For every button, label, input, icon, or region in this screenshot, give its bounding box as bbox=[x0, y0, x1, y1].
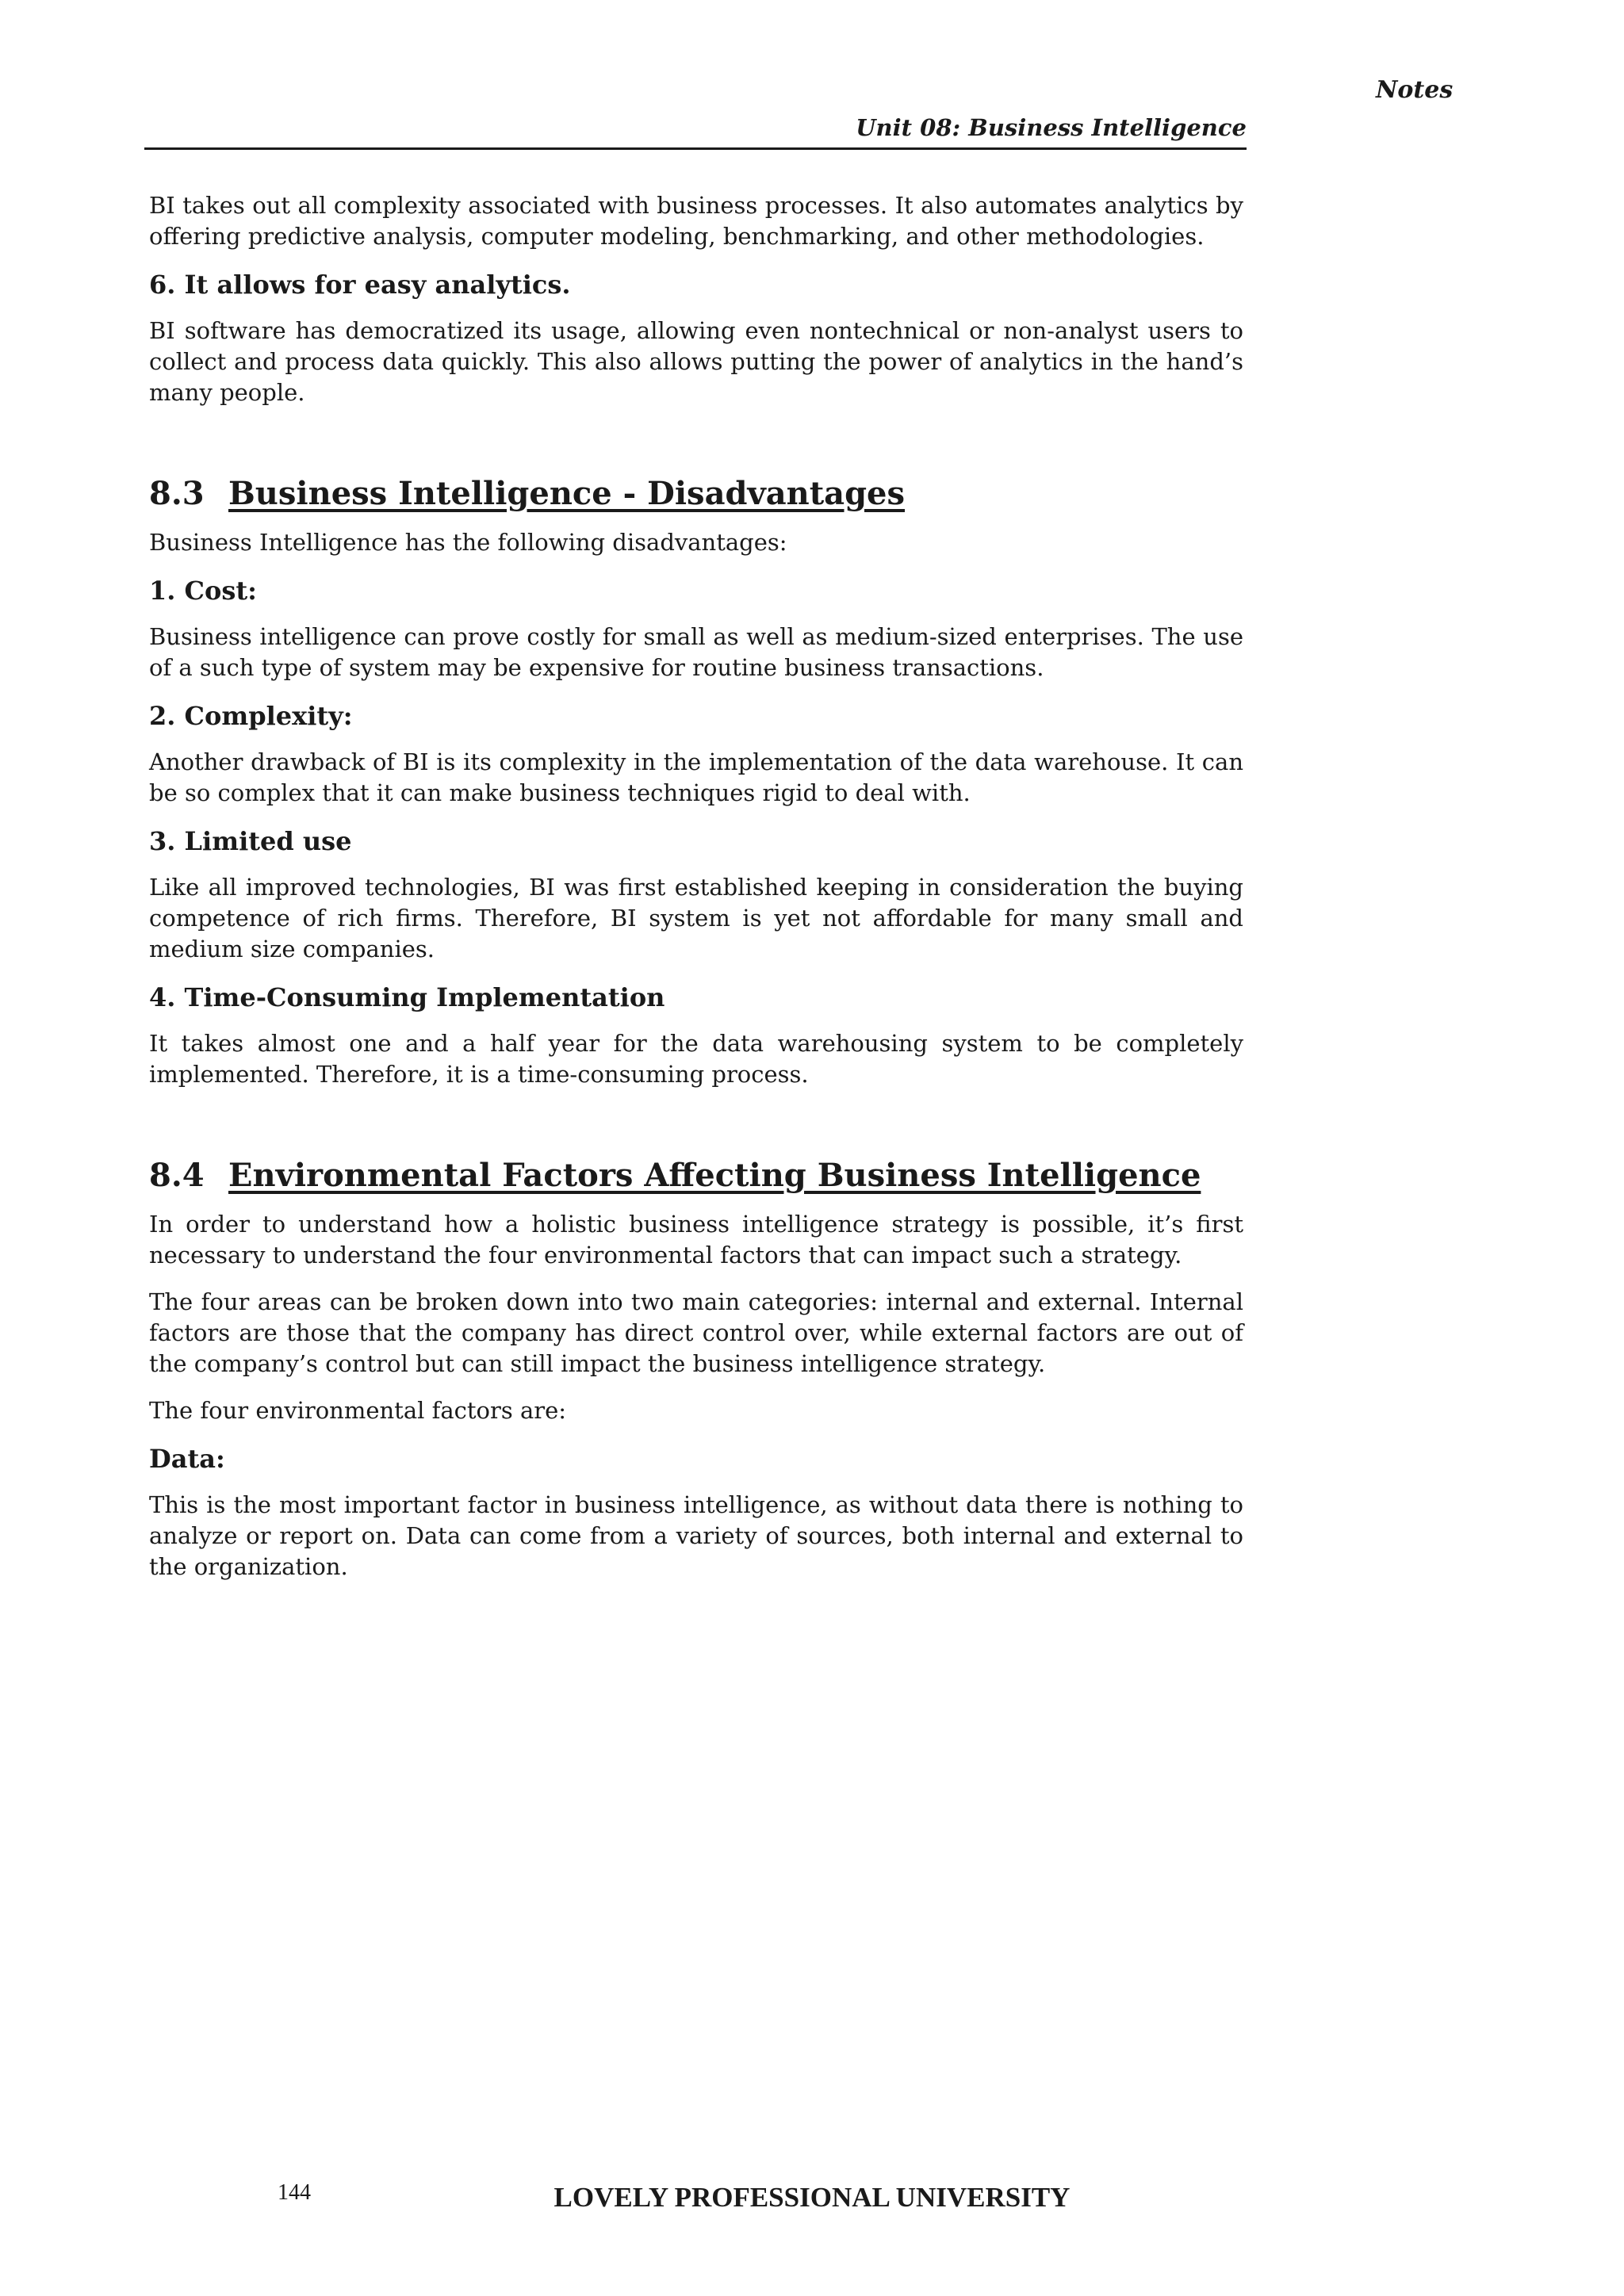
cost-text: Business intelligence can prove costly for small as well as medium-sized enterprises. The use of a such type of system may be expensive for routine business transactions. bbox=[149, 623, 1243, 681]
page-number: 144 bbox=[278, 2180, 311, 2205]
complexity-text: Another drawback of BI is its complexity in the implementation of the data warehouse. It can be so complex that it can make business techniques rigid to deal with. bbox=[149, 748, 1243, 806]
data-text: This is the most important factor in business intelligence, as without data there is nothing to analyze or report on. Data can come from a variety of sources, both internal and external to the organization. bbox=[149, 1491, 1243, 1580]
advantage-6-heading: 6. It allows for easy analytics. bbox=[149, 270, 571, 300]
page-footer bbox=[0, 2180, 1624, 2220]
margin-note: Notes bbox=[1376, 76, 1454, 104]
limited-use-heading: 3. Limited use bbox=[149, 826, 352, 856]
advantage-6-text: BI software has democratized its usage, allowing even nontechnical or non-analyst users to collect and process data quickly. This also allows putting the power of analytics in the hand’s many people. bbox=[149, 317, 1243, 406]
page-body bbox=[149, 190, 1243, 1598]
section-title: Business Intelligence - Disadvantages bbox=[228, 475, 906, 512]
section-8-4-paragraph-1: In order to understand how a holistic business intelligence strategy is possible, it’s first necessary to understand the four environmental factors that can impact such a strategy. bbox=[149, 1211, 1243, 1269]
time-consuming-text: It takes almost one and a half year for the data warehousing system to be completely implemented. Therefore, it is a time-consuming process. bbox=[149, 1030, 1243, 1088]
section-8-4-paragraph-2: The four areas can be broken down into two main categories: internal and external. Internal factors are those that the company has direct control over, while external factors are out of the company’s control but can still impact the business intelligence strategy. bbox=[149, 1288, 1243, 1377]
section-8-4-heading bbox=[149, 1155, 1243, 1196]
section-8-3-heading bbox=[149, 473, 1243, 515]
limited-use-text: Like all improved technologies, BI was first established keeping in consideration the buying competence of rich firms. Therefore, BI system is yet not affordable for many small and medium size companies. bbox=[149, 874, 1243, 962]
running-head: Unit 08: Business Intelligence bbox=[144, 114, 1247, 150]
intro-paragraph: BI takes out all complexity associated with business processes. It also automates analytics by offering predictive analysis, computer modeling, benchmarking, and other methodologies. bbox=[149, 192, 1243, 250]
cost-heading: 1. Cost: bbox=[149, 576, 257, 606]
data-heading: Data: bbox=[149, 1444, 225, 1474]
complexity-heading: 2. Complexity: bbox=[149, 701, 353, 731]
section-8-3-intro: Business Intelligence has the following disadvantages: bbox=[149, 529, 787, 556]
time-consuming-heading: 4. Time-Consuming Implementation bbox=[149, 982, 665, 1012]
section-8-4-paragraph-3: The four environmental factors are: bbox=[149, 1397, 567, 1424]
university-name: LOVELY PROFESSIONAL UNIVERSITY bbox=[553, 2182, 1071, 2213]
section-number: 8.4 bbox=[149, 1157, 205, 1194]
section-title: Environmental Factors Affecting Business Intelligence bbox=[228, 1157, 1201, 1194]
section-number: 8.3 bbox=[149, 475, 205, 512]
